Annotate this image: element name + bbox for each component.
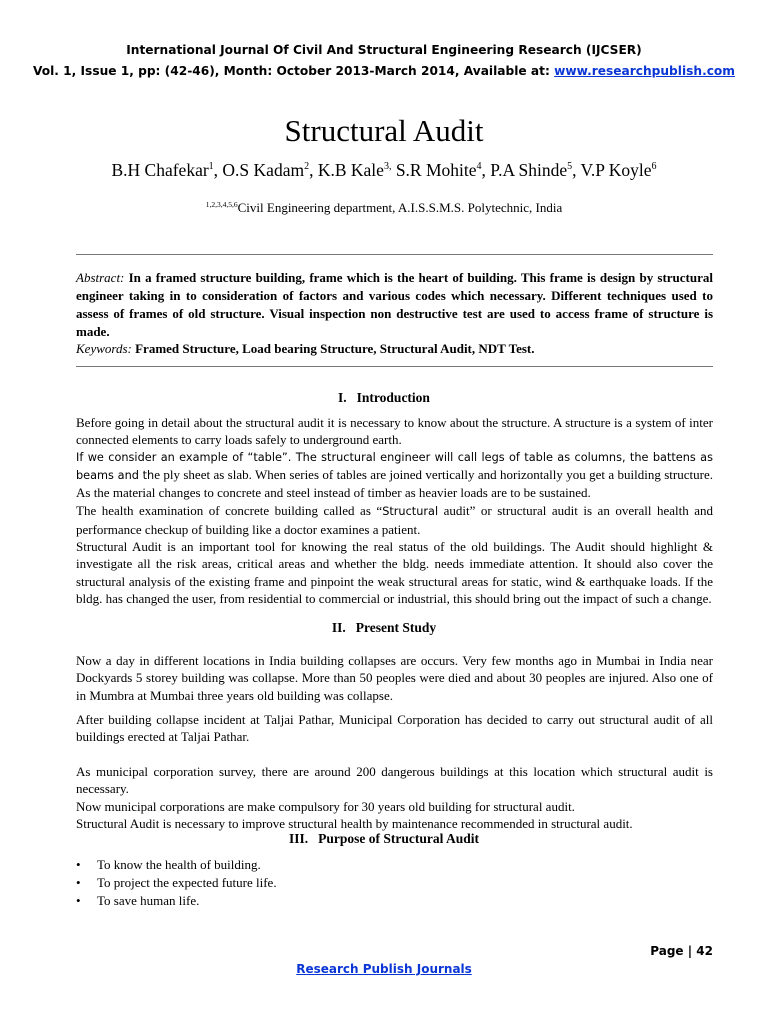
- keywords-text: Framed Structure, Load bearing Structure, Structural Audit, NDT Test.: [135, 341, 535, 356]
- list-item: [76, 892, 713, 910]
- paper-title: Structural Audit: [284, 113, 484, 148]
- section-number: I.: [338, 390, 347, 405]
- text-run: audit” or structural audit is an overall health and performance checkup of building like a doctor examines a patient.: [76, 503, 713, 537]
- footer: [0, 962, 768, 976]
- page-number: Page | 42: [650, 944, 713, 958]
- section-number: III.: [288, 831, 309, 846]
- author-name: V.P Koyle: [580, 160, 652, 180]
- purpose-bullet-list: [76, 856, 713, 910]
- section-heading-purpose: [0, 831, 768, 847]
- author-superscript: 3,: [383, 161, 392, 172]
- paragraph: As municipal corporation survey, there are around 200 dangerous buildings at this location which structural audit is necessary.: [76, 764, 713, 797]
- volume-text: Vol. 1, Issue 1, pp: (42-46), Month: October 2013-March 2014, Available at:: [32, 64, 555, 78]
- section-title: Present Study: [355, 620, 437, 635]
- author-superscript: 2: [304, 161, 310, 172]
- paragraph: Structural Audit is an important tool for knowing the real status of the old buildings. The Audit should highlight & investigate all the risk areas, critical areas and whether the bldg. needs immediate attention. It should also cover the structural analysis of the existing frame and pinpoint the weak structural areas for static, wind & earthquake loads. If the bldg. has changed the user, from residential to commercial or industrial, this should bring out the impact of such a change.: [76, 539, 713, 606]
- author-superscript: 6: [651, 161, 657, 172]
- list-item: [76, 874, 713, 892]
- author-separator: ,: [572, 160, 581, 180]
- paragraph: Before going in detail about the structural audit it is necessary to know about the structure. A structure is a system of inter connected elements to carry loads safely to underground earth.: [76, 415, 713, 448]
- paragraph: Now municipal corporations are make compulsory for 30 years old building for structural audit.: [76, 798, 575, 814]
- author-name: K.B Kale: [317, 160, 384, 180]
- paragraph: Structural Audit is necessary to improve structural health by maintenance recommended in structural audit.: [76, 815, 633, 831]
- list-item-text: To save human life.: [97, 893, 200, 908]
- author-name: B.H Chafekar: [111, 160, 209, 180]
- keywords-label: Keywords:: [76, 341, 132, 356]
- author-name: P.A Shinde: [490, 160, 568, 180]
- present-study-para-1: Now a day in different locations in India building collapses are occurs. Very few months ago in Mumbai in India near Dockyards 5 storey building was collapse. More than 50 peoples were died and about 30 peoples are injured. Also one of in Mumbra at Mumbai three years old building was collapse.: [76, 653, 713, 703]
- list-item-text: To project the expected future life.: [97, 875, 277, 890]
- author-list: [0, 160, 768, 181]
- author-name: S.R Mohite: [395, 160, 477, 180]
- bullet-icon: •: [76, 857, 81, 872]
- list-item: [76, 856, 713, 874]
- author-name: O.S Kadam: [222, 160, 305, 180]
- bullet-icon: •: [76, 893, 81, 908]
- affiliation-text: Civil Engineering department, A.I.S.S.M.S. Polytechnic, India: [237, 200, 563, 215]
- section-title: Purpose of Structural Audit: [318, 831, 480, 846]
- list-item-text: To know the health of building.: [97, 857, 261, 872]
- abstract-block: [76, 269, 713, 341]
- affiliation-superscript: 1,2,3,4,5,6: [205, 200, 238, 209]
- paragraph: [76, 449, 713, 503]
- section-title: Introduction: [356, 390, 430, 405]
- abstract-label: Abstract:: [76, 270, 125, 285]
- journal-url-link[interactable]: www.researchpublish.com: [554, 64, 735, 78]
- author-superscript: 1: [208, 161, 214, 172]
- text-run: e ply sheet as slab. When series of tables are joined vertically and horizontally you get a building structure. As the material changes to concrete and steel instead of timber as heavier loads are to be sustained.: [76, 466, 713, 501]
- section-heading-introduction: [0, 390, 768, 406]
- present-study-para-3: [76, 763, 713, 832]
- journal-title: International Journal Of Civil And Structural Engineering Research (IJCSER): [126, 43, 642, 57]
- publisher-link[interactable]: Research Publish Journals: [296, 962, 472, 976]
- author-separator: ,: [309, 160, 318, 180]
- affiliation: [0, 200, 768, 216]
- introduction-body: [76, 414, 713, 607]
- volume-info: [0, 64, 768, 78]
- section-heading-present-study: [0, 620, 768, 636]
- author-superscript: 5: [567, 161, 573, 172]
- bullet-icon: •: [76, 875, 81, 890]
- top-divider: [76, 254, 713, 255]
- section-number: II.: [331, 620, 346, 635]
- text-run: If we consider an example of “table”. The structural engineer will call legs of table as columns, the battens as beams and th: [76, 450, 713, 482]
- abstract-text: In a framed structure building, frame which is the heart of building. This frame is design by structural engineer taking in to consideration of factors and various codes which necessary. Different techniques used to assess of frames of old structure. Visual inspection non destructive test are used to access frame of structure is made.: [76, 270, 714, 339]
- keywords-block: [76, 341, 713, 357]
- author-superscript: 4: [476, 161, 482, 172]
- author-separator: ,: [481, 160, 491, 180]
- author-separator: ,: [213, 160, 223, 180]
- paragraph: [76, 502, 713, 538]
- text-run: The health examination of concrete building called as “: [76, 503, 383, 519]
- text-run: Structural: [382, 505, 439, 519]
- present-study-para-2: After building collapse incident at Taljai Pathar, Municipal Corporation has decided to carry out structural audit of all buildings erected at Taljai Pathar.: [76, 712, 713, 745]
- bottom-divider: [76, 366, 713, 367]
